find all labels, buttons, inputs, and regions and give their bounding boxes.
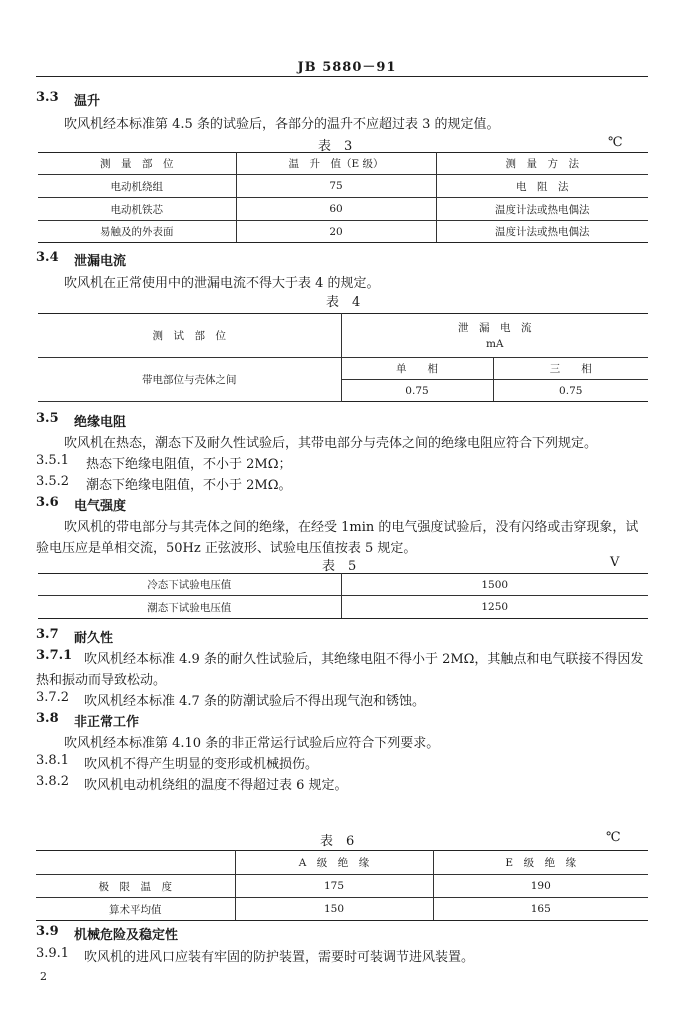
section-3-4-title: 泄漏电流 xyxy=(74,254,127,269)
item-3-5-1-number: 3.5.1 xyxy=(36,453,70,468)
table-4-header-location-text: 测 试 部 位 xyxy=(152,330,226,342)
section-3-3-number: 3.3 xyxy=(36,90,59,105)
table-4 xyxy=(38,313,648,402)
table-4-row-label: 带电部位与壳体之间 xyxy=(38,358,341,402)
table-4-header-current-text: 泄 漏 电 流 xyxy=(458,321,532,334)
table-5-unit: V xyxy=(610,555,620,570)
section-3-6-number: 3.6 xyxy=(36,495,59,510)
section-3-6-text-line2: 验电压应是单相交流，50Hz 正弦波形、试验电压值按表 5 规定。 xyxy=(36,541,417,556)
table-3-cell: 20 xyxy=(236,221,436,243)
item-3-8-1-text: 吹风机不得产生明显的变形或机械损伤。 xyxy=(84,757,319,772)
table-6-header-a: A 级 绝 缘 xyxy=(235,851,433,875)
section-3-4-number: 3.4 xyxy=(36,250,59,265)
table-4-header-current xyxy=(341,314,648,358)
table-5 xyxy=(38,573,648,619)
item-3-7-2-number: 3.7.2 xyxy=(36,690,70,705)
table-3-header-2: 温 升 值（E 级） xyxy=(236,153,436,175)
table-3-cell: 电 阻 法 xyxy=(436,175,648,198)
item-3-7-1-text-line2: 热和振动而导致松动。 xyxy=(36,673,167,688)
section-3-6-title: 电气强度 xyxy=(74,499,127,514)
table-4-header-location xyxy=(38,314,341,358)
item-3-7-2-text: 吹风机经本标准 4.7 条的防潮试验后不得出现气泡和锈蚀。 xyxy=(84,694,425,709)
table-6-caption: 表 6 xyxy=(320,834,355,849)
table-3-header-1: 测 量 部 位 xyxy=(38,153,236,175)
table-3-header-3: 测 量 方 法 xyxy=(436,153,648,175)
section-3-9-number: 3.9 xyxy=(36,924,59,939)
section-3-5-text: 吹风机在热态，潮态下及耐久性试验后，其带电部分与壳体之间的绝缘电阻应符合下列规定。 xyxy=(64,436,598,451)
item-3-8-2-number: 3.8.2 xyxy=(36,774,70,789)
section-3-7-number: 3.7 xyxy=(36,627,59,642)
table-4-subheader-three: 三 相 xyxy=(493,358,648,380)
table-3-cell: 电动机绕组 xyxy=(38,175,236,198)
table-6-cell: 算术平均值 xyxy=(36,898,235,921)
section-3-8-title: 非正常工作 xyxy=(74,715,140,730)
table-3-cell: 温度计法或热电偶法 xyxy=(436,221,648,243)
table-4-header-current-unit: mA xyxy=(485,337,504,350)
item-3-8-1-number: 3.8.1 xyxy=(36,753,70,768)
table-6-cell: 150 xyxy=(235,898,433,921)
table-5-cell: 冷态下试验电压值 xyxy=(38,574,341,596)
section-3-9-title: 机械危险及稳定性 xyxy=(74,928,179,943)
table-3-caption: 表 3 xyxy=(318,139,353,154)
table-4-value-three: 0.75 xyxy=(493,380,648,402)
section-3-8-number: 3.8 xyxy=(36,711,59,726)
table-3 xyxy=(38,152,648,243)
table-5-cell: 1500 xyxy=(341,574,648,596)
table-5-caption: 表 5 xyxy=(322,559,357,574)
table-3-cell: 电动机铁芯 xyxy=(38,198,236,221)
item-3-7-1-number: 3.7.1 xyxy=(36,648,73,663)
table-3-cell: 75 xyxy=(236,175,436,198)
item-3-5-2-text: 潮态下绝缘电阻值，不小于 2MΩ。 xyxy=(86,478,292,493)
item-3-9-1-text: 吹风机的进风口应装有牢固的防护装置，需要时可装调节进风装置。 xyxy=(84,950,475,965)
item-3-9-1-number: 3.9.1 xyxy=(36,946,70,961)
table-6-cell: 175 xyxy=(235,875,433,898)
table-5-cell: 潮态下试验电压值 xyxy=(38,596,341,619)
table-3-cell: 易触及的外表面 xyxy=(38,221,236,243)
table-6-header-e: E 级 绝 缘 xyxy=(433,851,648,875)
table-6-cell: 190 xyxy=(433,875,648,898)
item-3-5-1-text: 热态下绝缘电阻值，不小于 2MΩ； xyxy=(86,457,292,472)
table-4-value-single: 0.75 xyxy=(341,380,493,402)
section-3-7-title: 耐久性 xyxy=(74,631,114,646)
table-3-unit: ℃ xyxy=(608,135,623,150)
table-5-cell: 1250 xyxy=(341,596,648,619)
table-6-unit: ℃ xyxy=(606,830,621,845)
section-3-8-text: 吹风机经本标准第 4.10 条的非正常运行试验后应符合下列要求。 xyxy=(64,736,440,751)
table-6-cell: 极 限 温 度 xyxy=(36,875,235,898)
header-rule xyxy=(36,76,648,77)
table-6 xyxy=(36,850,648,921)
table-3-cell: 温度计法或热电偶法 xyxy=(436,198,648,221)
section-3-3-title: 温升 xyxy=(74,94,101,109)
standard-header: JB 5880－91 xyxy=(297,60,397,75)
item-3-7-1-text-line1: 吹风机经本标准 4.9 条的耐久性试验后，其绝缘电阻不得小于 2MΩ，其触点和电气联接不得因发 xyxy=(84,652,644,667)
section-3-6-text-line1: 吹风机的带电部分与其壳体之间的绝缘，在经受 1min 的电气强度试验后，没有闪络或击穿现象，试 xyxy=(64,520,639,535)
table-4-caption: 表 4 xyxy=(326,295,361,310)
table-6-cell: 165 xyxy=(433,898,648,921)
table-3-cell: 60 xyxy=(236,198,436,221)
item-3-8-2-text: 吹风机电动机绕组的温度不得超过表 6 规定。 xyxy=(84,778,348,793)
page-number: 2 xyxy=(40,970,47,983)
section-3-3-text: 吹风机经本标准第 4.5 条的试验后，各部分的温升不应超过表 3 的规定值。 xyxy=(64,117,500,132)
item-3-5-2-number: 3.5.2 xyxy=(36,474,70,489)
table-4-subheader-single: 单 相 xyxy=(341,358,493,380)
table-6-header-blank xyxy=(36,851,235,875)
section-3-5-title: 绝缘电阻 xyxy=(74,415,127,430)
section-3-5-number: 3.5 xyxy=(36,411,59,426)
section-3-4-text: 吹风机在正常使用中的泄漏电流不得大于表 4 的规定。 xyxy=(64,276,380,291)
